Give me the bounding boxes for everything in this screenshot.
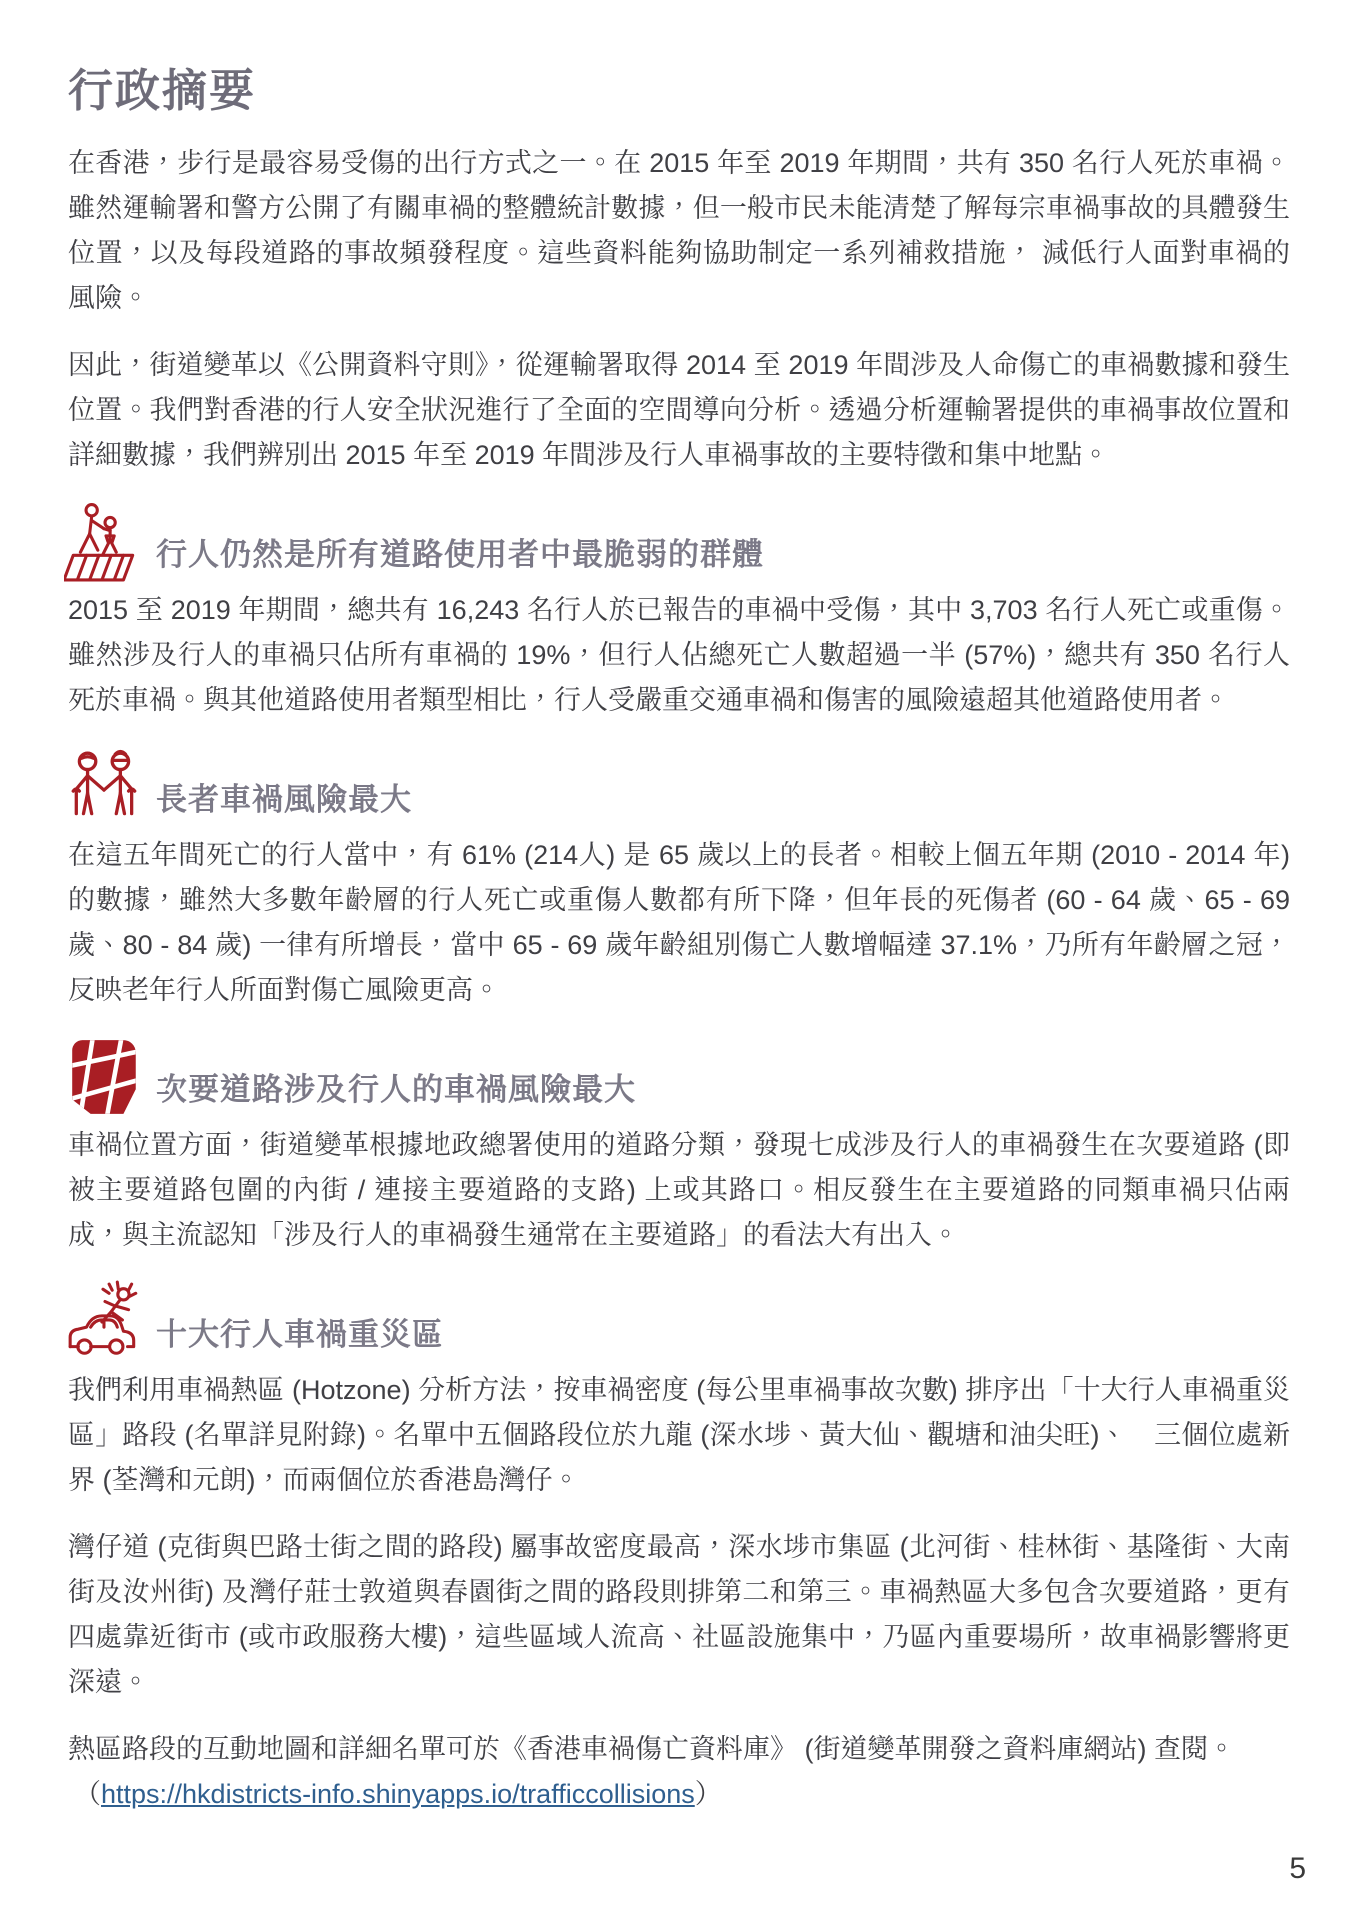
section-paragraph: 灣仔道 (克街與巴路士街之間的路段) 屬事故密度最高，深水埗市集區 (北河街、桂林街、基隆街、大南街及汝州街) 及灣仔莊士敦道與春園街之間的路段則排第二和第三。車禍熱區大多包含次要道路，更有四處靠近街市 (或市政服務大樓)，這些區域人流高、社區設施集中，乃區內重要場所，故車禍影響將更深遠。 — [68, 1532, 1290, 1697]
section-header — [64, 1280, 1290, 1364]
road-map-icon — [64, 1035, 146, 1119]
section-elderly-risk — [68, 745, 1290, 1013]
section-heading: 行人仍然是所有道路使用者中最脆弱的群體 — [156, 537, 764, 572]
database-link-line — [68, 1772, 1290, 1817]
section-paragraph: 我們利用車禍熱區 (Hotzone) 分析方法，按車禍密度 (每公里車禍事故次數) 排序出「十大行人車禍重災區」路段 (名單詳見附錄)。名單中五個路段位於九龍 (深水埗、黃大仙、觀塘和油尖旺)、 三個位處新界 (荃灣和元朗)，而兩個位於香港島灣仔。 — [68, 1375, 1290, 1495]
intro-paragraph-1: 在香港，步行是最容易受傷的出行方式之一。在 2015 年至 2019 年期間，共有 350 名行人死於車禍。雖然運輸署和警方公開了有關車禍的整體統計數據，但一般市民未能清楚了解每宗車禍事故的具體發生位置，以及每段道路的事故頻發程度。這些資料能夠協助制定一系列補救措施， 減低行人面對車禍的風險。 — [68, 148, 1290, 313]
elderly-couple-icon — [64, 745, 146, 829]
section-paragraph: 2015 至 2019 年期間，總共有 16,243 名行人於已報告的車禍中受傷，其中 3,703 名行人死亡或重傷。雖然涉及行人的車禍只佔所有車禍的 19%，但行人佔總死亡人數超過一半 (57%)，總共有 350 名行人死於車禍。與其他道路使用者類型相比，行人受嚴重交通車禍和傷害的風險遠超其他道路使用者。 — [68, 595, 1290, 715]
database-link[interactable]: https://hkdistricts-info.shinyapps.io/trafficcollisions — [101, 1779, 695, 1809]
section-header — [64, 500, 1290, 584]
section-paragraph: 車禍位置方面，街道變革根據地政總署使用的道路分類，發現七成涉及行人的車禍發生在次要道路 (即被主要道路包圍的內街 / 連接主要道路的支路) 上或其路口。相反發生在主要道路的同類車禍只佔兩成，與主流認知「涉及行人的車禍發生通常在主要道路」的看法大有出入。 — [68, 1130, 1290, 1250]
link-close-paren: ） — [694, 1779, 722, 1809]
section-top-hotzones — [68, 1280, 1290, 1705]
section-paragraph: 在這五年間死亡的行人當中，有 61% (214人) 是 65 歲以上的長者。相較上個五年期 (2010 - 2014 年) 的數據，雖然大多數年齡層的行人死亡或重傷人數都有所下降，但年長的死傷者 (60 - 64 歲、65 - 69 歲、80 - 84 歲) 一律有所增長，當中 65 - 69 歲年齡組別傷亡人數增幅達 37.1%，乃所有年齡層之冠，反映老年行人所面對傷亡風險更高。 — [68, 840, 1290, 1005]
section-heading: 十大行人車禍重災區 — [156, 1317, 444, 1352]
section-heading: 長者車禍風險最大 — [156, 782, 412, 817]
section-header — [64, 745, 1290, 829]
section-secondary-roads — [68, 1035, 1290, 1258]
section-pedestrians-vulnerable — [68, 500, 1290, 723]
footer-note: 熱區路段的互動地圖和詳細名單可於《香港車禍傷亡資料庫》 (街道變革開發之資料庫網站) 查閱。 — [68, 1734, 1235, 1764]
car-pedestrian-collision-icon — [64, 1280, 146, 1364]
intro-paragraph-2: 因此，街道變革以《公開資料守則》，從運輸署取得 2014 至 2019 年間涉及人命傷亡的車禍數據和發生位置。我們對香港的行人安全狀況進行了全面的空間導向分析。透過分析運輸署提供的車禍事故位置和詳細數據，我們辨別出 2015 年至 2019 年間涉及行人車禍事故的主要特徵和集中地點。 — [68, 350, 1290, 470]
section-heading: 次要道路涉及行人的車禍風險最大 — [156, 1072, 636, 1107]
link-open-paren: （ — [74, 1779, 101, 1809]
pedestrian-crossing-icon — [64, 500, 146, 584]
page-number: 5 — [1289, 1852, 1306, 1885]
section-header — [64, 1035, 1290, 1119]
page-content — [68, 54, 1290, 1817]
page-title: 行政摘要 — [68, 65, 257, 116]
